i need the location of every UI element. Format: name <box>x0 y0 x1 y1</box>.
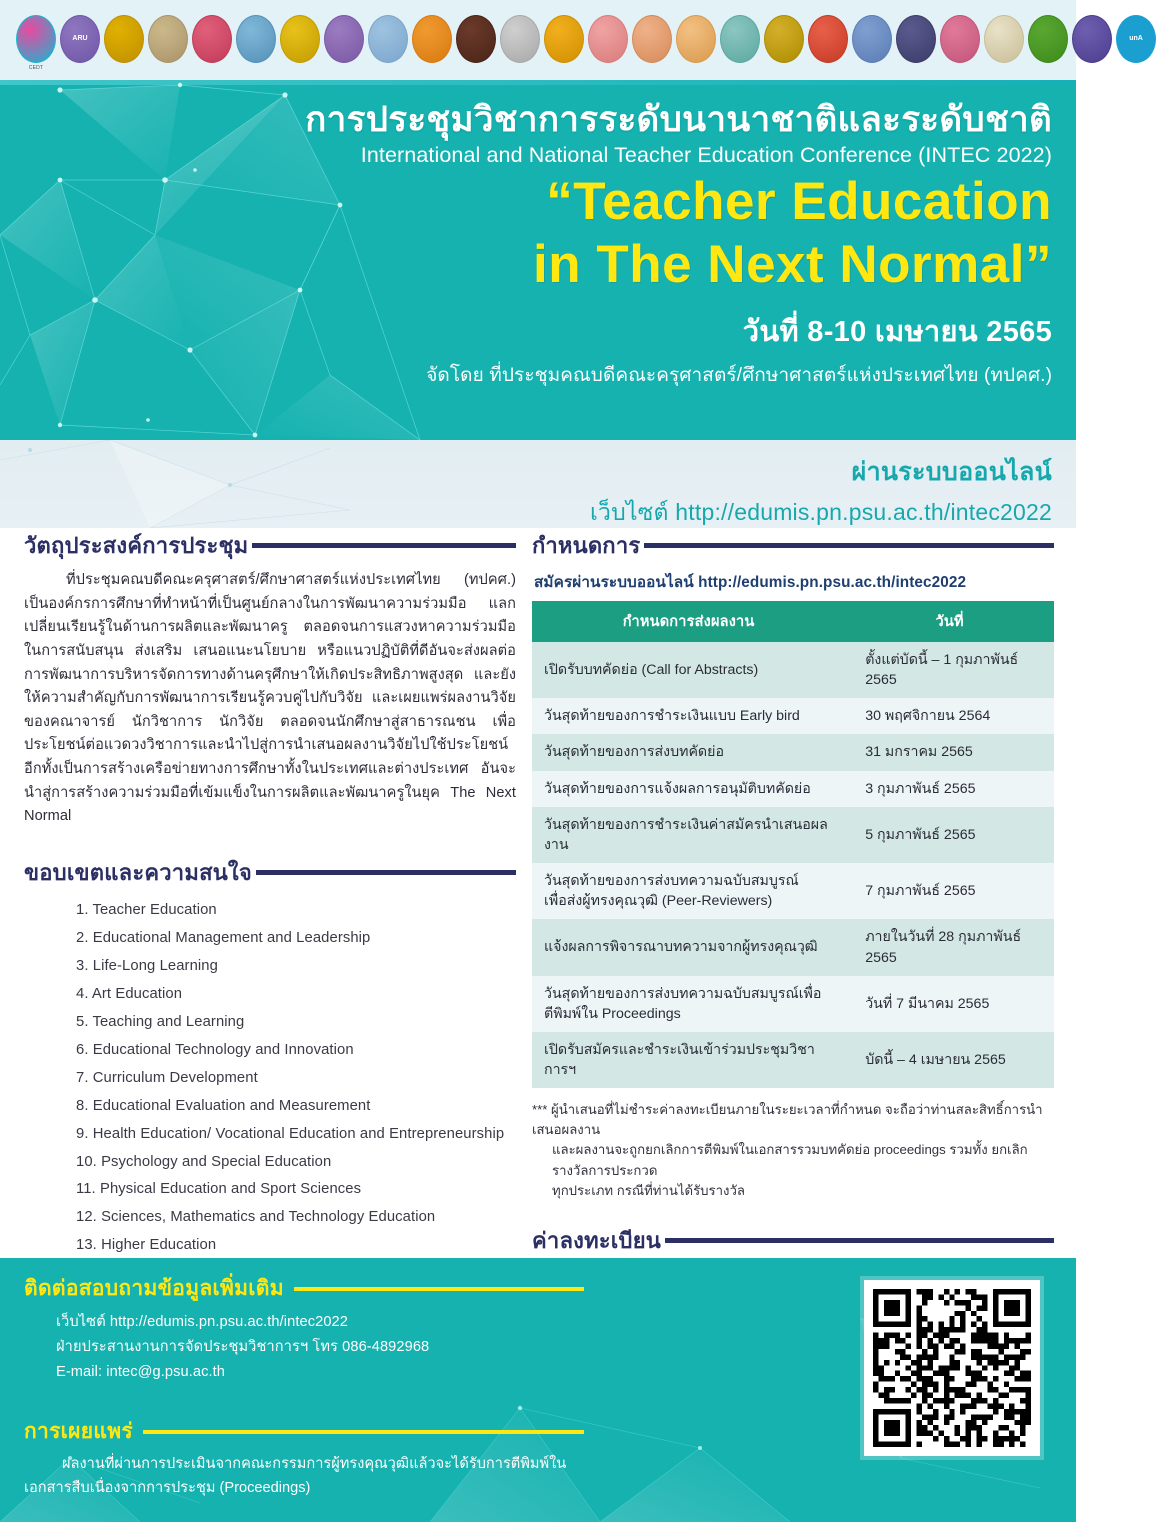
qr-code-graphic <box>873 1289 1031 1447</box>
scope-topic-item: 9. Health Education/ Vocational Education and Entrepreneurship <box>76 1125 505 1142</box>
thai-univ-logo-14 <box>674 13 718 71</box>
logo-emblem <box>368 15 408 63</box>
left-column <box>24 528 516 1260</box>
schedule-task-cell: วันสุดท้ายของการส่งบทคัดย่อ <box>532 734 845 770</box>
scope-topic-item: 5. Teaching and Learning <box>76 1013 245 1030</box>
online-band-text <box>590 452 1052 531</box>
thai-univ-logo-4 <box>234 13 278 71</box>
online-mode-band <box>0 440 1076 528</box>
hero-theme-line-1: “Teacher Education <box>546 172 1052 232</box>
logo-emblem <box>280 15 320 63</box>
schedule-date-cell: ภายในวันที่ 28 กุมภาพันธ์ 2565 <box>845 919 1054 975</box>
scope-topic-item: 11. Physical Education and Sport Sciences <box>76 1181 362 1198</box>
schedule-task-cell: เปิดรับสมัครและชำระเงินเข้าร่วมประชุมวิชาการฯ <box>532 1032 845 1088</box>
footer-content <box>24 1272 584 1501</box>
scope-topic-item: 8. Educational Evaluation and Measurement <box>76 1097 371 1114</box>
heading-rule <box>256 870 516 875</box>
scope-topic-item: 2. Educational Management and Leadership <box>76 929 371 946</box>
logo-emblem <box>1028 15 1068 63</box>
schedule-date-cell: 31 มกราคม 2565 <box>845 734 1054 770</box>
publication-heading: การเผยแพร่ <box>24 1420 133 1444</box>
logo-emblem <box>588 15 628 63</box>
schedule-row <box>532 734 1054 770</box>
hero-banner <box>0 85 1076 440</box>
schedule-date-cell: บัดนี้ – 4 เมษายน 2565 <box>845 1032 1054 1088</box>
scope-heading-row <box>24 855 516 890</box>
hero-date: วันที่ 8-10 เมษายน 2565 <box>742 315 1052 348</box>
contact-website[interactable]: เว็บไซต์ http://edumis.pn.psu.ac.th/intec2022 <box>56 1314 348 1330</box>
scope-topic-item: 10. Psychology and Special Education <box>76 1153 332 1170</box>
logo-emblem <box>720 15 760 63</box>
schedule-note-line-1: *** ผู้นำเสนอที่ไม่ชำระค่าลงทะเบียนภายในระยะเวลาที่กำหนด จะถือว่าท่านสละสิทธิ์การนำเสนอผลงาน <box>532 1102 1043 1138</box>
logo-emblem <box>896 15 936 63</box>
schedule-date-cell: ตั้งแต่บัดนี้ – 1 กุมภาพันธ์ 2565 <box>845 642 1054 698</box>
online-mode-label: ผ่านระบบออนไลน์ <box>851 458 1052 486</box>
schedule-row <box>532 976 1054 1032</box>
thai-univ-logo-18 <box>850 13 894 71</box>
thai-univ-logo-10 <box>498 13 542 71</box>
thai-univ-logo-1 <box>102 13 146 71</box>
thai-univ-logo-5 <box>278 13 322 71</box>
schedule-row <box>532 807 1054 863</box>
logo-emblem <box>808 15 848 63</box>
schedule-row <box>532 1032 1054 1088</box>
schedule-task-cell: แจ้งผลการพิจารณาบทความจากผู้ทรงคุณวุฒิ <box>532 919 845 975</box>
footer-spacer <box>24 1385 584 1415</box>
logo-emblem <box>104 15 144 63</box>
poster-body <box>0 528 1076 1258</box>
schedule-task-cell: เปิดรับบทคัดย่อ (Call for Abstracts) <box>532 642 845 698</box>
schedule-note-line-2: และผลงานจะถูกยกเลิกการตีพิมพ์ในเอกสารรวมบทคัดย่อ proceedings รวมทั้ง ยกเลิกรางวัลการประกวด <box>552 1142 1028 1178</box>
schedule-heading-row <box>532 528 1054 563</box>
scope-topic-item: 4. Art Education <box>76 985 183 1002</box>
schedule-apply-url[interactable]: สมัครผ่านระบบออนไลน์ http://edumis.pn.psu.ac.th/intec2022 <box>534 574 967 591</box>
heading-rule <box>294 1287 584 1291</box>
schedule-date-cell: 5 กุมภาพันธ์ 2565 <box>845 807 1054 863</box>
logo-emblem <box>1072 15 1112 63</box>
schedule-row <box>532 919 1054 975</box>
logo-emblem <box>940 15 980 63</box>
footer-banner <box>0 1258 1076 1522</box>
schedule-note <box>532 1100 1054 1200</box>
scope-topic-item: 6. Educational Technology and Innovation <box>76 1041 354 1058</box>
heading-rule <box>252 543 516 548</box>
thai-univ-logo-19 <box>894 13 938 71</box>
thai-univ-logo-20 <box>938 13 982 71</box>
heading-rule <box>665 1238 1054 1243</box>
hero-organizer: จัดโดย ที่ประชุมคณบดีคณะครุศาสตร์/ศึกษาศาสตร์แห่งประเทศไทย (ทปคศ.) <box>426 364 1052 386</box>
schedule-date-cell: วันที่ 7 มีนาคม 2565 <box>845 976 1054 1032</box>
heading-rule <box>644 543 1054 548</box>
objectives-heading-row <box>24 528 516 563</box>
aru-logo <box>58 13 102 71</box>
thai-univ-logo-9 <box>454 13 498 71</box>
thai-univ-logo-3 <box>190 13 234 71</box>
thai-univ-logo-12 <box>586 13 630 71</box>
ceda-logo <box>14 13 58 71</box>
thai-univ-logo-2 <box>146 13 190 71</box>
thai-univ-logo-15 <box>718 13 762 71</box>
una-logo <box>1114 13 1158 71</box>
logo-emblem <box>148 15 188 63</box>
scope-topic-item: 7. Curriculum Development <box>76 1069 258 1086</box>
schedule-task-cell: วันสุดท้ายของการแจ้งผลการอนุมัติบทคัดย่อ <box>532 771 845 807</box>
schedule-table <box>532 601 1054 1088</box>
partner-logos-strip <box>0 0 1143 84</box>
logo-emblem <box>456 15 496 63</box>
fees-heading-row <box>532 1223 1054 1258</box>
fees-heading: ค่าลงทะเบียน <box>532 1227 662 1253</box>
logo-emblem <box>676 15 716 63</box>
scope-topic-item: 1. Teacher Education <box>76 901 217 918</box>
logo-emblem: unA <box>1116 15 1156 63</box>
thai-univ-logo-21 <box>982 13 1026 71</box>
schedule-row <box>532 863 1054 919</box>
thai-univ-logo-16 <box>762 13 806 71</box>
scope-topic-item: 13. Higher Education <box>76 1237 217 1254</box>
schedule-task-cell: วันสุดท้ายของการส่งบทความฉบับสมบูรณ์ เพื่อส่งผู้ทรงคุณวุฒิ (Peer-Reviewers) <box>532 863 845 919</box>
schedule-date-cell: 7 กุมภาพันธ์ 2565 <box>845 863 1054 919</box>
schedule-task-cell: วันสุดท้ายของการชำระเงินค่าสมัครนำเสนอผลงาน <box>532 807 845 863</box>
logo-emblem <box>16 15 56 63</box>
thai-univ-logo-17 <box>806 13 850 71</box>
publication-heading-row <box>24 1415 584 1448</box>
thai-univ-logo-6 <box>322 13 366 71</box>
logo-emblem <box>500 15 540 63</box>
hero-title-english: International and National Teacher Education Conference (INTEC 2022) <box>360 143 1052 168</box>
thai-univ-logo-23 <box>1070 13 1114 71</box>
logo-emblem <box>632 15 672 63</box>
objectives-paragraph: ที่ประชุมคณบดีคณะครุศาสตร์/ศึกษาศาสตร์แห่งประเทศไทย (ทปคศ.) เป็นองค์กรการศึกษาที่ทำหน้าที่เป็นศูนย์กลางในการพัฒนาความร่วมมือ แลกเปลี่ยนเรียนรู้ในด้านการผลิตและพัฒนาครู ตลอดจนการแสวงหาความร่วมมือในการสนับสนุน ส่งเสริม เสนอแนะนโยบาย หรือแนวปฏิบัติที่ดีอันจะส่งผลต่อการพัฒนาการบริหารจัดการทางด้านครุศึกษาให้เกิดประสิทธิภาพสูงสุด และยังให้ความสำคัญกับการพัฒนาการเรียนรู้ควบคู่ไปกับวิจัย และเผยแพร่ผลงานวิจัยของคณาจารย์ นักวิชาการ นักวิจัย ตลอดจนนักศึกษาสู่สาธารณชน เพื่อประโยชน์ต่อแวดวงวิชาการและนำไปสู่การนำเสนอผลงานวิจัยไปใช้ประโยชน์ อีกทั้งเป็นการสร้างเครือข่ายทางการศึกษาทั้งในประเทศและต่างประเทศ อันจะนำสู่การสร้างความร่วมมือที่เข้มแข็งในการผลิตและพัฒนาครูในยุค The Next Normal <box>24 572 516 825</box>
qr-code[interactable] <box>864 1280 1040 1456</box>
schedule-date-cell: 30 พฤศจิกายน 2564 <box>845 698 1054 734</box>
thai-univ-logo-11 <box>542 13 586 71</box>
logo-emblem <box>412 15 452 63</box>
contact-phone: ฝ่ายประสานงานการจัดประชุมวิชาการฯ โทร 086-4892968 <box>56 1339 430 1356</box>
contact-heading-row <box>24 1272 584 1305</box>
logo-emblem <box>764 15 804 63</box>
online-website[interactable]: เว็บไซต์ http://edumis.pn.psu.ac.th/intec2022 <box>590 499 1052 525</box>
schedule-header-row <box>532 601 1054 642</box>
publication-text: ผลงานที่ผ่านการประเมินจากคณะกรรมการผู้ทรงคุณวุฒิแล้วจะได้รับการตีพิมพ์ในเอกสารสืบเนื่องจากการประชุม (Proceedings) <box>24 1456 567 1496</box>
thai-univ-logo-13 <box>630 13 674 71</box>
logo-emblem <box>544 15 584 63</box>
thai-univ-logo-8 <box>410 13 454 71</box>
logo-emblem <box>192 15 232 63</box>
contact-heading: ติดต่อสอบถามข้อมูลเพิ่มเติม <box>24 1277 284 1300</box>
schedule-row <box>532 771 1054 807</box>
schedule-heading: กำหนดการ <box>532 533 641 558</box>
logo-emblem <box>236 15 276 63</box>
hero-text-block <box>262 99 1052 390</box>
schedule-task-cell: วันสุดท้ายของการชำระเงินแบบ Early bird <box>532 698 845 734</box>
schedule-column-header: วันที่ <box>845 601 1054 642</box>
schedule-row <box>532 698 1054 734</box>
contact-email[interactable]: E-mail: intec@g.psu.ac.th <box>56 1364 225 1381</box>
logo-emblem: ARU <box>60 15 100 63</box>
hero-theme-line-2: in The Next Normal” <box>533 235 1052 294</box>
logo-emblem <box>984 15 1024 63</box>
scope-heading: ขอบเขตและความสนใจ <box>24 860 252 886</box>
logo-caption: CEDT <box>28 65 44 71</box>
heading-rule <box>143 1430 584 1434</box>
thai-univ-logo-22 <box>1026 13 1070 71</box>
logo-emblem <box>852 15 892 63</box>
schedule-task-cell: วันสุดท้ายของการส่งบทความฉบับสมบูรณ์เพื่อ ตีพิมพ์ใน Proceedings <box>532 976 845 1032</box>
schedule-note-line-3: ทุกประเภท กรณีที่ท่านได้รับรางวัล <box>552 1182 745 1198</box>
thai-univ-logo-7 <box>366 13 410 71</box>
objectives-heading: วัตถุประสงค์การประชุม <box>24 533 249 558</box>
schedule-date-cell: 3 กุมภาพันธ์ 2565 <box>845 771 1054 807</box>
schedule-column-header: กำหนดการส่งผลงาน <box>532 601 845 642</box>
scope-topic-list <box>24 896 516 1260</box>
scope-topic-item: 12. Sciences, Mathematics and Technology Education <box>76 1209 436 1226</box>
logo-emblem <box>324 15 364 63</box>
hero-title-thai: การประชุมวิชาการระดับนานาชาติและระดับชาติ <box>305 100 1052 139</box>
schedule-body <box>532 642 1054 1088</box>
schedule-row <box>532 642 1054 698</box>
scope-topic-item: 3. Life-Long Learning <box>76 957 218 974</box>
